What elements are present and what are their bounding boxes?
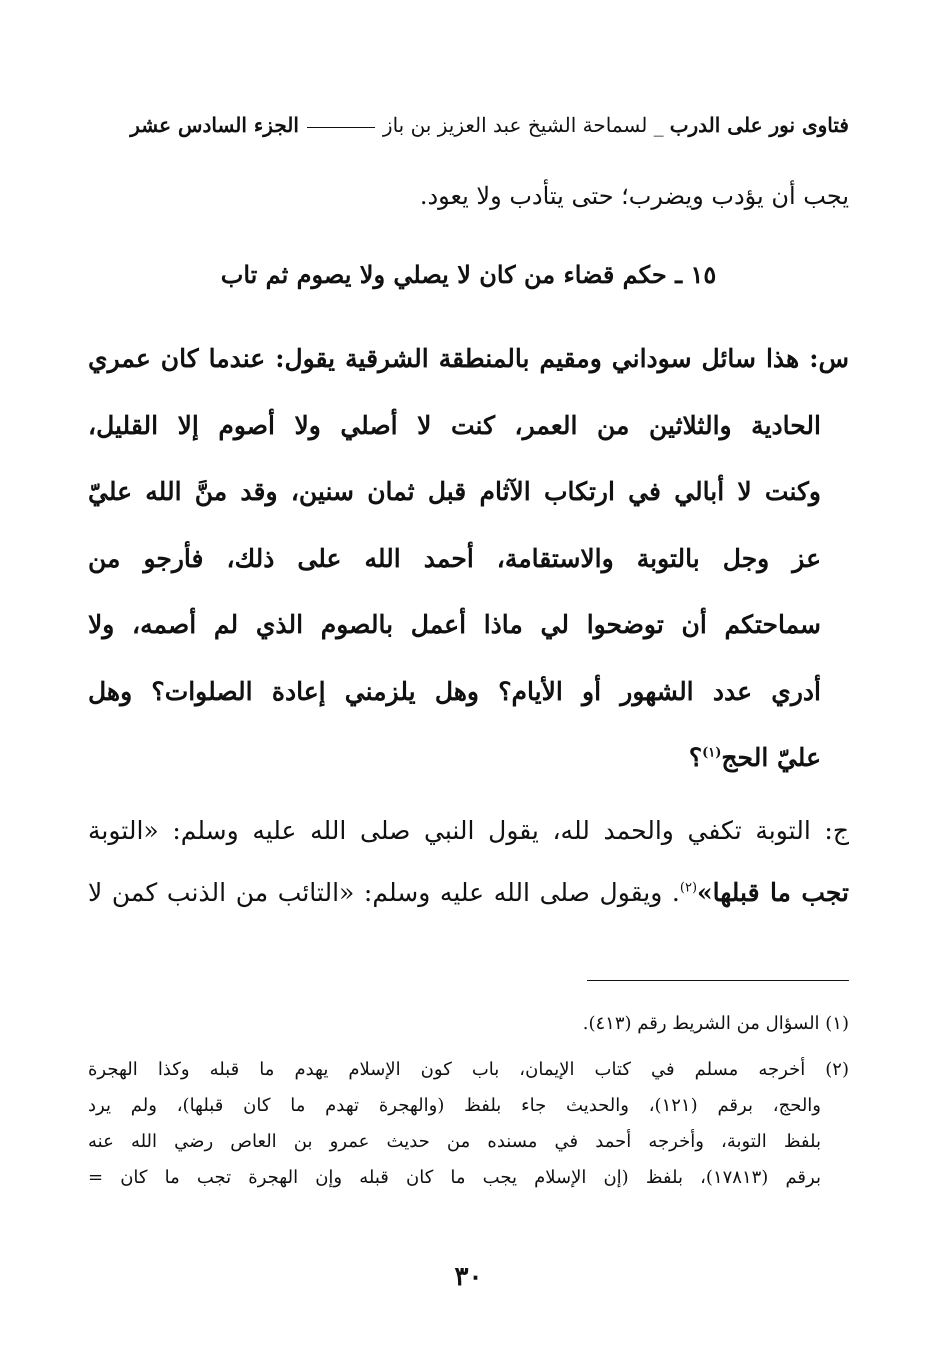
- question-mark: ؟: [688, 743, 703, 772]
- footnotes: [88, 1006, 849, 1196]
- question-line: وكنت لا أبالي في ارتكاب الآثام قبل ثمان سنين، وقد منَّ الله عليّ: [88, 477, 821, 506]
- footnote-1: (١) السؤال من الشريط رقم (٤١٣).: [582, 1013, 849, 1034]
- question-paragraph: [88, 326, 849, 792]
- book-title: فتاوى نور على الدرب: [669, 113, 849, 137]
- question-line: عز وجل بالتوبة والاستقامة، أحمد الله على ذلك، فأرجو من: [88, 543, 821, 573]
- question-line: الحادية والثلاثين من العمر، كنت لا أصلي ولا أصوم إلا القليل،: [88, 410, 821, 440]
- answer-line: ج: التوبة تكفي والحمد لله، يقول النبي صلى الله عليه وسلم: «التوبة: [88, 816, 849, 845]
- question-line: أدري عدد الشهور أو الأيام؟ وهل يلزمني إعادة الصلوات؟ وهل: [88, 676, 821, 706]
- author-credit: _ لسماحة الشيخ عبد العزيز بن باز: [382, 113, 664, 137]
- running-header: [88, 108, 849, 142]
- question-line: سماحتكم أن توضحوا لي ماذا أعمل بالصوم الذي لم أصمه، ولا: [88, 610, 821, 639]
- footnote-separator: [587, 980, 849, 981]
- footnote-2-line: بلفظ التوبة، وأخرجه أحمد في مسنده من حديث عمرو بن العاص رضي الله عنه: [88, 1131, 821, 1152]
- answer-paragraph: [88, 800, 849, 924]
- header-rule: [307, 127, 375, 128]
- footnote-2-line: برقم (١٧٨١٣)، بلفظ (إن الإسلام يجب ما كان قبله وإن الهجرة تجب ما كان =: [88, 1167, 821, 1188]
- continued-text-line: يجب أن يؤدب ويضرب؛ حتى يتأدب ولا يعود.: [419, 182, 849, 210]
- volume-label: الجزء السادس عشر: [130, 113, 299, 137]
- footnote-2-line: (٢) أخرجه مسلم في كتاب الإيمان، باب كون الإسلام يهدم ما قبله وكذا الهجرة: [88, 1059, 849, 1080]
- hadith-quote: تجب ما قبلها»: [697, 878, 849, 907]
- question-last-line: [88, 725, 849, 792]
- section-title: ١٥ ـ حكم قضاء من كان لا يصلي ولا يصوم ثم تاب: [220, 260, 717, 289]
- footnote-ref-2: (٢): [679, 880, 698, 896]
- footnote-ref-1: (١): [702, 745, 722, 761]
- page-number: ٣٠: [454, 1262, 483, 1292]
- footnote-2-line: والحج، برقم (١٢١)، والحديث جاء بلفظ (والهجرة تهدم ما كان قبلها)، ولم يرد: [88, 1095, 822, 1116]
- answer-line-rest: . ويقول صلى الله عليه وسلم: «التائب من الذنب كمن لا: [88, 878, 680, 907]
- answer-line: [88, 862, 849, 924]
- question-last-text: عليّ الحج: [721, 743, 821, 772]
- question-line: س: هذا سائل سوداني ومقيم بالمنطقة الشرقية يقول: عندما كان عمري: [88, 344, 849, 373]
